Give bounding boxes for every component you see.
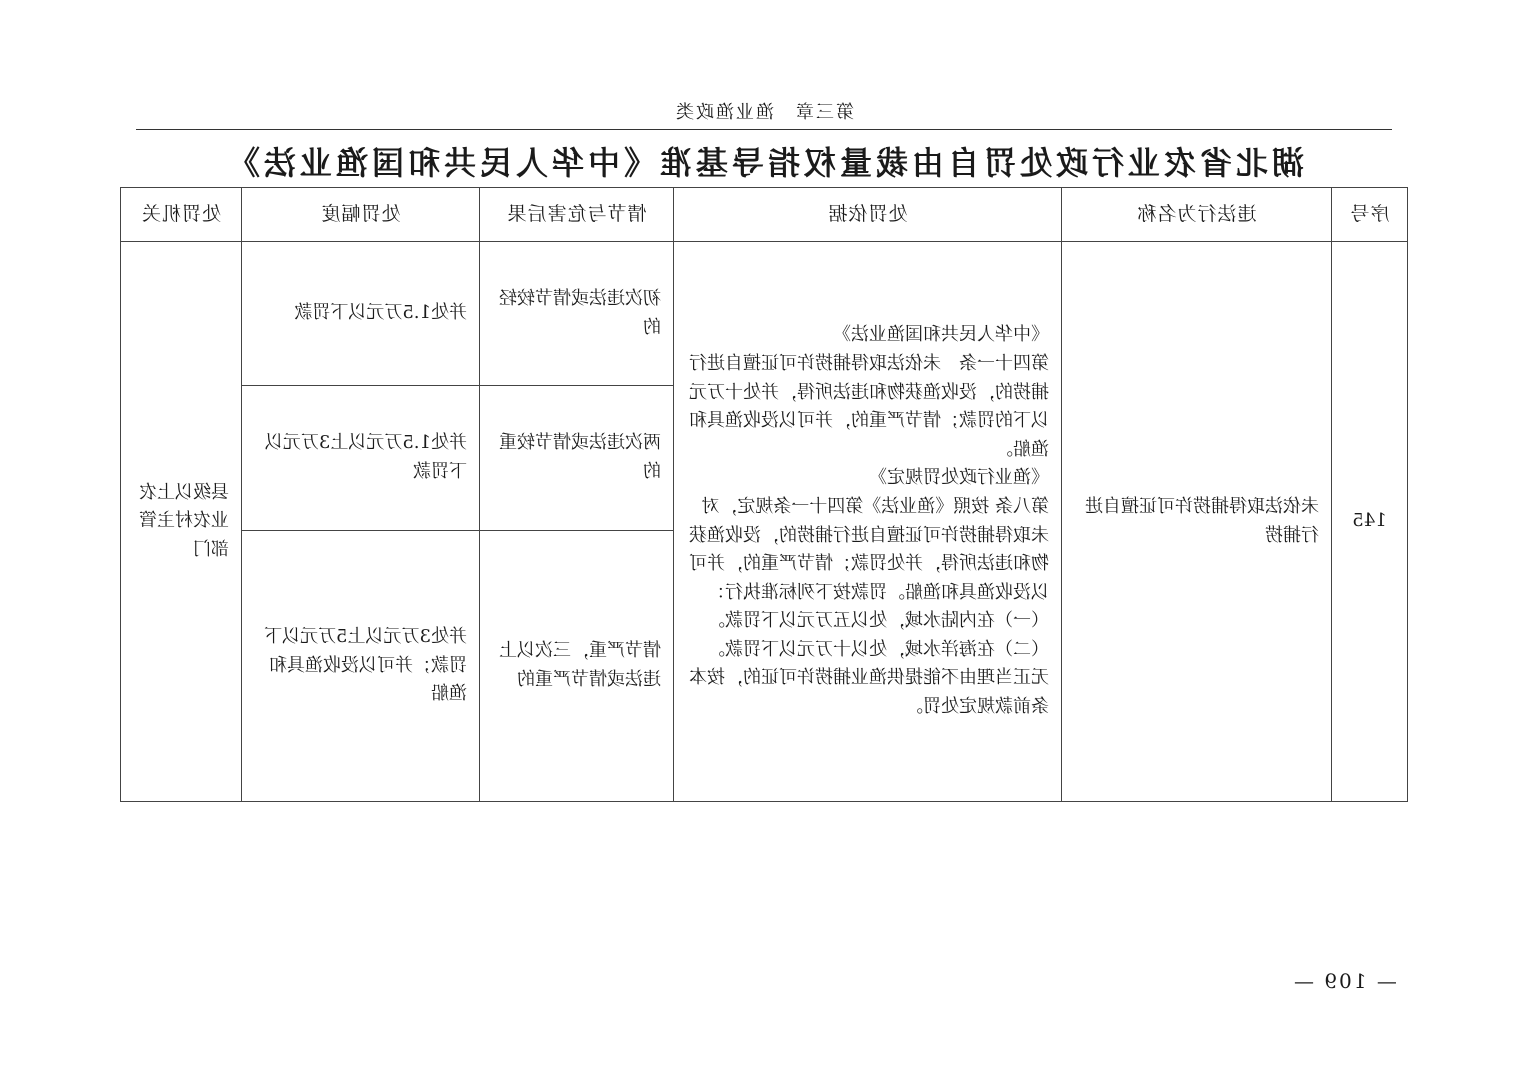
- basis-item-1: （一）在内陆水域，处以五万元以下罚款。: [707, 610, 1049, 632]
- header-penalty: 处罚幅度: [242, 188, 480, 242]
- chapter-header: 第三章 渔业渔政类: [674, 102, 854, 123]
- header-rule: [136, 129, 1392, 130]
- basis-rule-title: 《渔业行政处罚规定》: [869, 467, 1049, 489]
- basis-article-41: 第四十一条 未依法取得捕捞许可证擅自进行捕捞的，没收渔获物和违法所得，并处十万元以下的罚款；情节严重的，并可以没收渔具和渔船。: [689, 352, 1049, 460]
- page-number: — 109 —: [1292, 969, 1397, 993]
- cell-penalty-1: 并处1.5万元以下罚款: [242, 242, 480, 386]
- basis-item-2: （二）在海洋水域，处以十万元以下罚款。: [707, 638, 1049, 660]
- header-authority: 处罚机关: [121, 188, 242, 242]
- cell-circumstance-3: 情节严重，三次以上违法或情节严重的: [480, 531, 674, 802]
- penalty-table: [120, 187, 1408, 802]
- header-violation: 违法行为名称: [1062, 188, 1332, 242]
- cell-penalty-2: 并处1.5万元以上3万元以下罚款: [242, 386, 480, 531]
- table-row: [121, 242, 1408, 386]
- header-circumstance: 情节与危害后果: [480, 188, 674, 242]
- cell-circumstance-1: 初次违法或情节较轻的: [480, 242, 674, 386]
- header-seq: 序号: [1332, 188, 1408, 242]
- cell-circumstance-2: 两次违法或情节较重的: [480, 386, 674, 531]
- cell-basis: [674, 242, 1062, 802]
- basis-law-title: 《中华人民共和国渔业法》: [833, 324, 1049, 346]
- header-basis: 处罚依据: [674, 188, 1062, 242]
- cell-violation: 未依法取得捕捞许可证擅自进行捕捞: [1062, 242, 1332, 802]
- table-header-row: [121, 188, 1408, 242]
- basis-no-license: 无正当理由不能提供渔业捕捞许可证的，按本条前款规定处罚。: [689, 667, 1049, 718]
- cell-seq: 145: [1332, 242, 1408, 802]
- cell-authority: 县级以上农业农村主管部门: [121, 242, 242, 802]
- document-title: 湖北省农业行政处罚自由裁量权指导基准《中华人民共和国渔业法》: [224, 144, 1305, 182]
- cell-penalty-3: 并处3万元以上5万元以下罚款；并可以没收渔具和渔船: [242, 531, 480, 802]
- basis-article-8: 第八条 按照《渔业法》第四十一条规定，对未取得捕捞许可证擅自进行捕捞的，没收渔获物和违法所得，并处罚款；情节严重的，并可以没收渔具和渔船。罚款按下列标准执行：: [689, 495, 1049, 603]
